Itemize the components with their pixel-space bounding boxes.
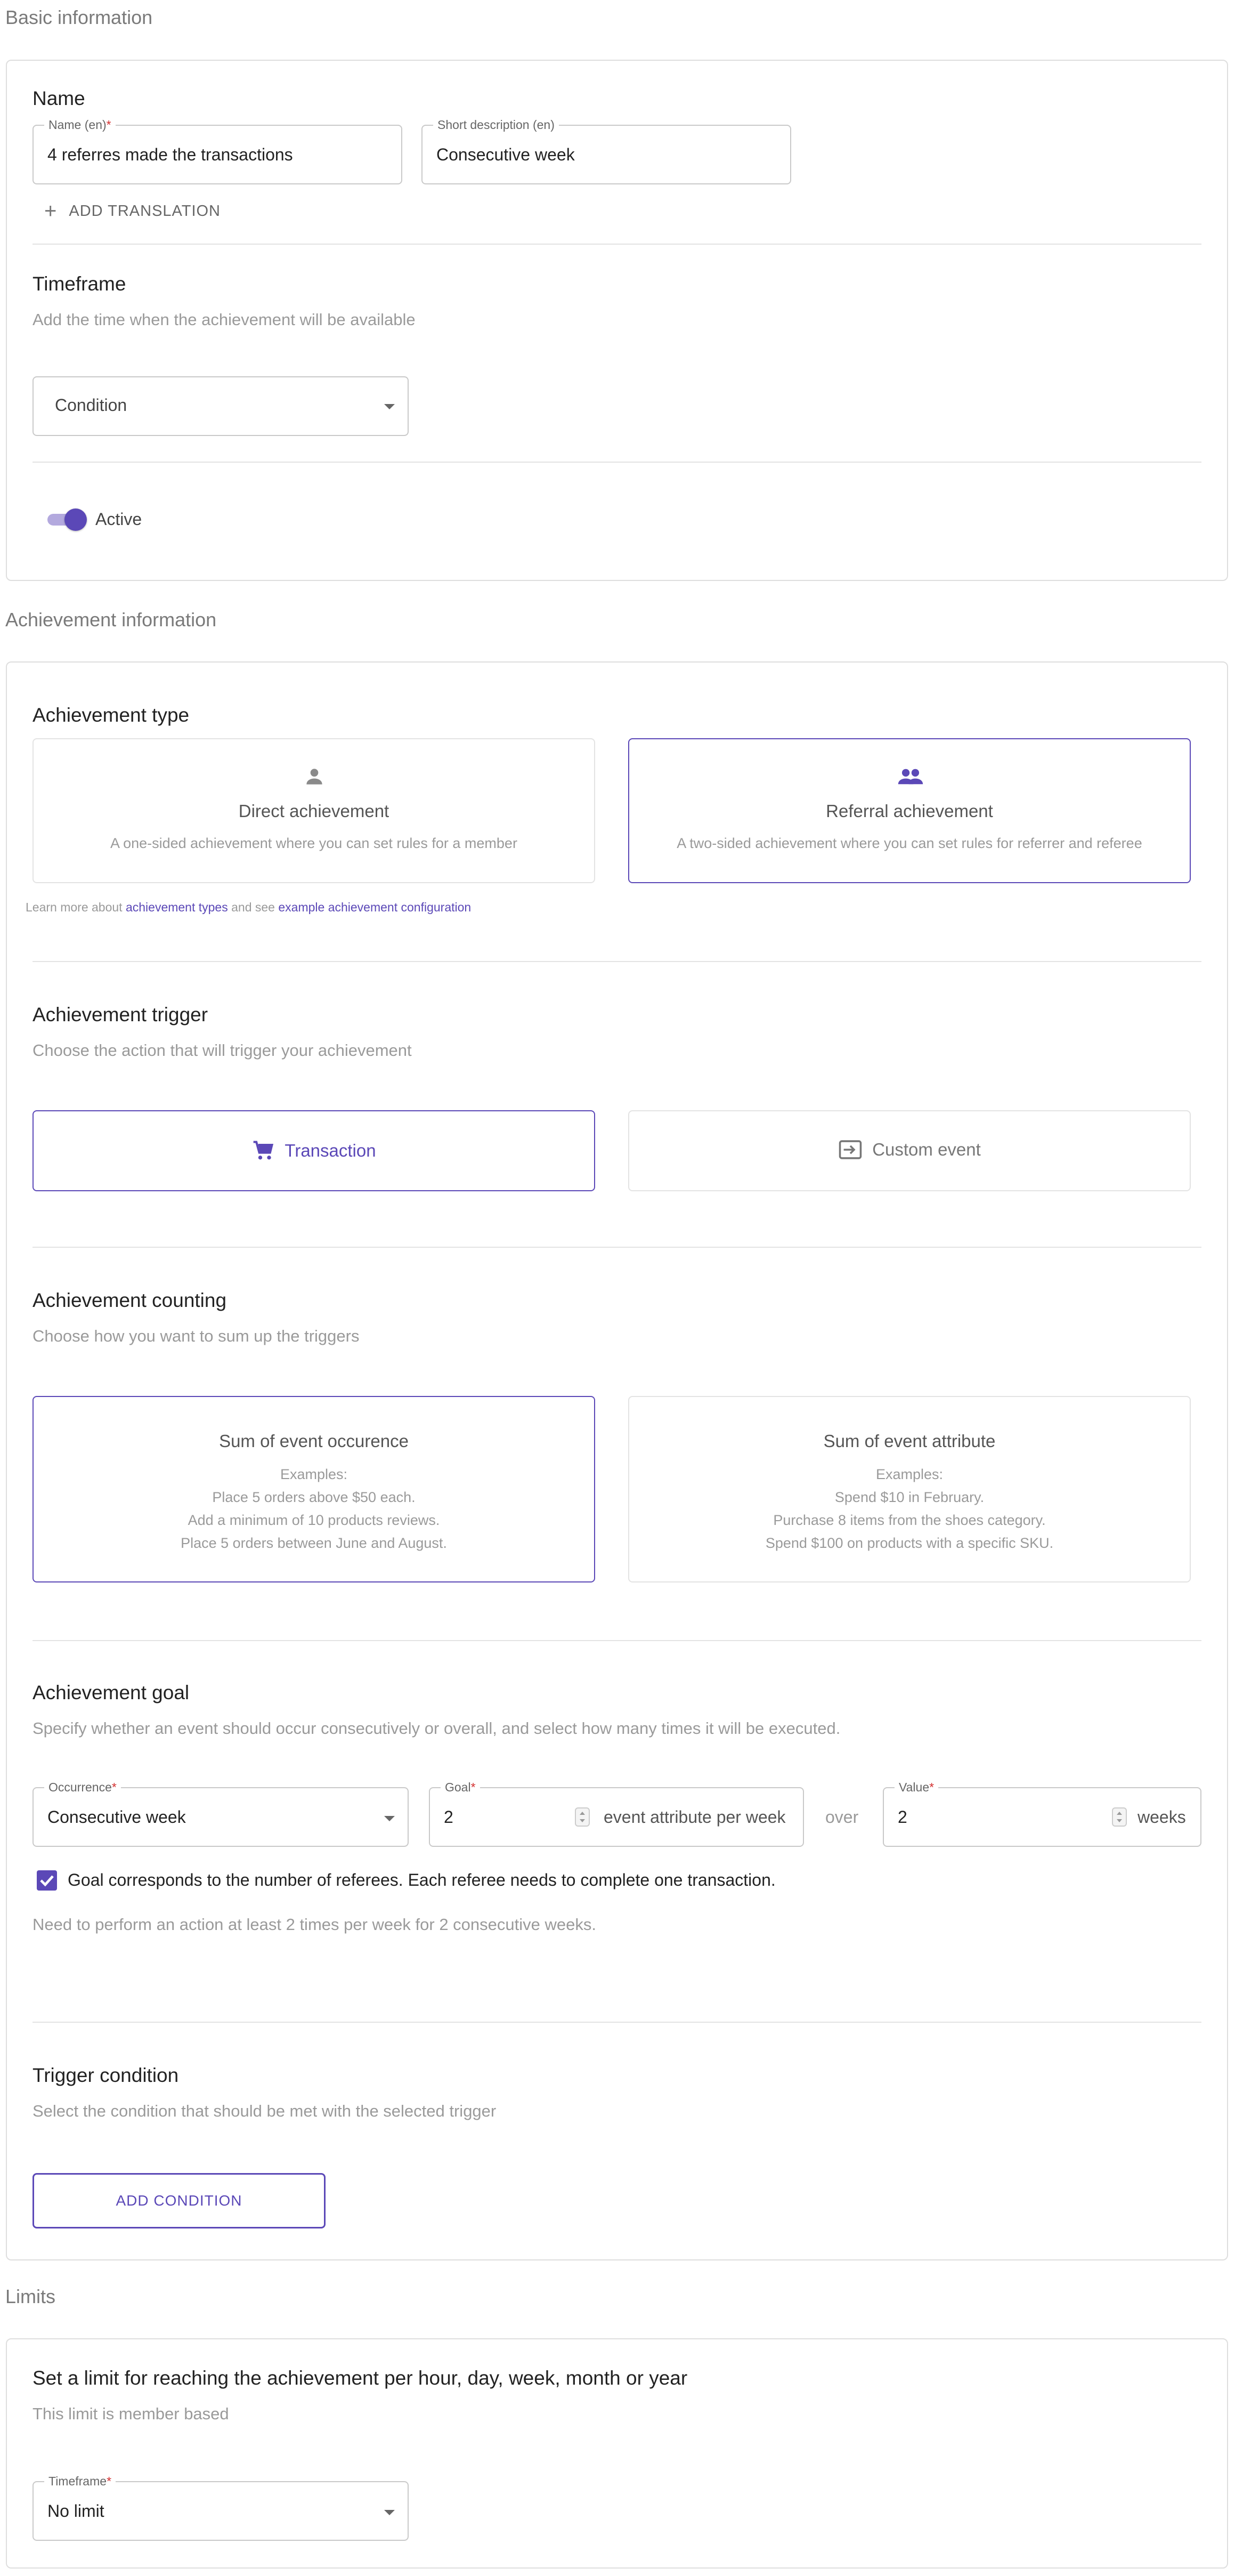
- achievement-counting-subtitle: Choose how you want to sum up the triggers: [32, 1327, 360, 1345]
- sum-of-event-attribute-title: Sum of event attribute: [823, 1431, 996, 1451]
- basic-information-card: [6, 60, 1228, 581]
- divider: [32, 244, 1201, 245]
- toggle-thumb: [64, 508, 87, 531]
- referral-achievement-description: A two-sided achievement where you can set rules for referrer and referee: [677, 835, 1142, 851]
- direct-achievement-option[interactable]: [32, 738, 595, 883]
- referral-achievement-title: Referral achievement: [826, 801, 993, 821]
- occurrence-value: Consecutive week: [47, 1807, 186, 1827]
- goal-suffix: event attribute per week: [604, 1807, 786, 1827]
- person-icon: [303, 765, 326, 788]
- condition-select[interactable]: [32, 376, 409, 436]
- divider: [32, 961, 1201, 962]
- custom-event-icon: [838, 1139, 863, 1160]
- active-toggle[interactable]: [44, 508, 87, 530]
- example-line: Purchase 8 items from the shoes category.: [773, 1512, 1046, 1528]
- add-condition-button[interactable]: ADD CONDITION: [32, 2173, 326, 2228]
- divider: [32, 1247, 1201, 1248]
- achievement-types-link[interactable]: achievement types: [125, 900, 228, 914]
- sum-of-event-occurrence-title: Sum of event occurence: [219, 1431, 409, 1451]
- achievement-type-heading: Achievement type: [32, 704, 190, 726]
- direct-achievement-title: Direct achievement: [238, 801, 389, 821]
- short-description-value[interactable]: Consecutive week: [436, 145, 575, 164]
- referees-checkbox-label: Goal corresponds to the number of referees. Each referee needs to complete one transaction.: [68, 1870, 776, 1889]
- name-heading: Name: [32, 87, 85, 109]
- example-line: Place 5 orders above $50 each.: [212, 1489, 416, 1505]
- custom-event-trigger-label: Custom event: [872, 1140, 981, 1159]
- example-line: Place 5 orders between June and August.: [181, 1535, 447, 1551]
- trigger-condition-subtitle: Select the condition that should be met with the selected trigger: [32, 2102, 497, 2120]
- timeframe-subtitle: Add the time when the achievement will be available: [32, 310, 416, 329]
- value-label: Value: [899, 1780, 930, 1794]
- divider: [32, 462, 1201, 463]
- example-line: Add a minimum of 10 products reviews.: [188, 1512, 440, 1528]
- limit-timeframe-label: Timeframe: [48, 2474, 107, 2488]
- section-title-basic-information: Basic information: [5, 6, 153, 28]
- achievement-information-card: [6, 661, 1228, 2260]
- example-line: Spend $100 on products with a specific SKU.: [765, 1535, 1054, 1551]
- examples-label: Examples:: [280, 1466, 348, 1482]
- learn-more-text: Learn more about achievement types and see example achievement configuration: [26, 900, 472, 914]
- plus-icon: +: [44, 199, 58, 223]
- custom-event-trigger-option[interactable]: [628, 1110, 1191, 1191]
- direct-achievement-description: A one-sided achievement where you can set rules for a member: [110, 835, 517, 851]
- value-suffix: weeks: [1138, 1807, 1186, 1827]
- short-description-label: Short description (en): [433, 118, 559, 132]
- goal-stepper[interactable]: [575, 1807, 590, 1827]
- add-translation-label: ADD TRANSLATION: [69, 202, 221, 220]
- condition-select-value: Condition: [55, 395, 127, 415]
- sum-of-event-occurrence-option[interactable]: [32, 1396, 595, 1582]
- section-title-limits: Limits: [5, 2286, 56, 2307]
- transaction-trigger-option[interactable]: [32, 1110, 595, 1191]
- value-input[interactable]: Value* 2 weeks: [883, 1787, 1201, 1847]
- achievement-counting-heading: Achievement counting: [32, 1289, 227, 1311]
- cart-icon: [251, 1139, 275, 1162]
- value-stepper[interactable]: [1112, 1807, 1127, 1827]
- name-en-field[interactable]: Name (en)* 4 referres made the transactions: [32, 125, 402, 184]
- referral-achievement-option[interactable]: [628, 738, 1191, 883]
- over-label: over: [825, 1807, 859, 1827]
- short-description-field[interactable]: [421, 118, 791, 184]
- active-label: Active: [95, 510, 142, 529]
- divider: [32, 2022, 1201, 2023]
- goal-summary: Need to perform an action at least 2 times per week for 2 consecutive weeks.: [32, 1915, 596, 1934]
- limit-timeframe-select[interactable]: Timeframe* No limit: [32, 2481, 409, 2541]
- goal-value[interactable]: 2: [444, 1807, 453, 1827]
- name-en-label: Name (en): [48, 118, 107, 132]
- trigger-condition-heading: Trigger condition: [32, 2064, 179, 2086]
- value-value[interactable]: 2: [898, 1807, 907, 1827]
- occurrence-select[interactable]: Occurrence* Consecutive week: [32, 1787, 409, 1847]
- goal-input[interactable]: Goal* 2 event attribute per week: [429, 1787, 804, 1847]
- limits-card: [6, 2338, 1228, 2569]
- achievement-trigger-subtitle: Choose the action that will trigger your achievement: [32, 1041, 412, 1060]
- occurrence-label: Occurrence: [48, 1780, 112, 1794]
- sum-of-event-attribute-option[interactable]: [628, 1396, 1191, 1582]
- name-en-value[interactable]: 4 referres made the transactions: [47, 145, 293, 164]
- limits-heading: Set a limit for reaching the achievement per hour, day, week, month or year: [32, 2367, 688, 2389]
- chevron-down-icon: [384, 1816, 395, 1821]
- chevron-down-icon: [384, 404, 395, 409]
- examples-label: Examples:: [875, 1466, 944, 1482]
- achievement-goal-subtitle: Specify whether an event should occur consecutively or overall, and select how many times it will be executed.: [32, 1719, 841, 1738]
- divider: [32, 1640, 1201, 1641]
- example-line: Spend $10 in February.: [834, 1489, 985, 1505]
- chevron-down-icon: [384, 2510, 395, 2515]
- limits-subtitle: This limit is member based: [32, 2404, 229, 2423]
- goal-label: Goal: [445, 1780, 471, 1794]
- example-configuration-link[interactable]: example achievement configuration: [278, 900, 472, 914]
- achievement-trigger-heading: Achievement trigger: [32, 1004, 208, 1025]
- referees-checkbox[interactable]: [37, 1870, 57, 1891]
- add-translation-button[interactable]: [44, 200, 221, 222]
- checkmark-icon: [37, 1870, 57, 1891]
- achievement-goal-heading: Achievement goal: [32, 1682, 190, 1703]
- timeframe-heading: Timeframe: [32, 273, 126, 295]
- limit-timeframe-value: No limit: [47, 2501, 104, 2521]
- section-title-achievement-information: Achievement information: [5, 609, 217, 631]
- people-icon: [897, 765, 924, 788]
- transaction-trigger-label: Transaction: [285, 1141, 376, 1160]
